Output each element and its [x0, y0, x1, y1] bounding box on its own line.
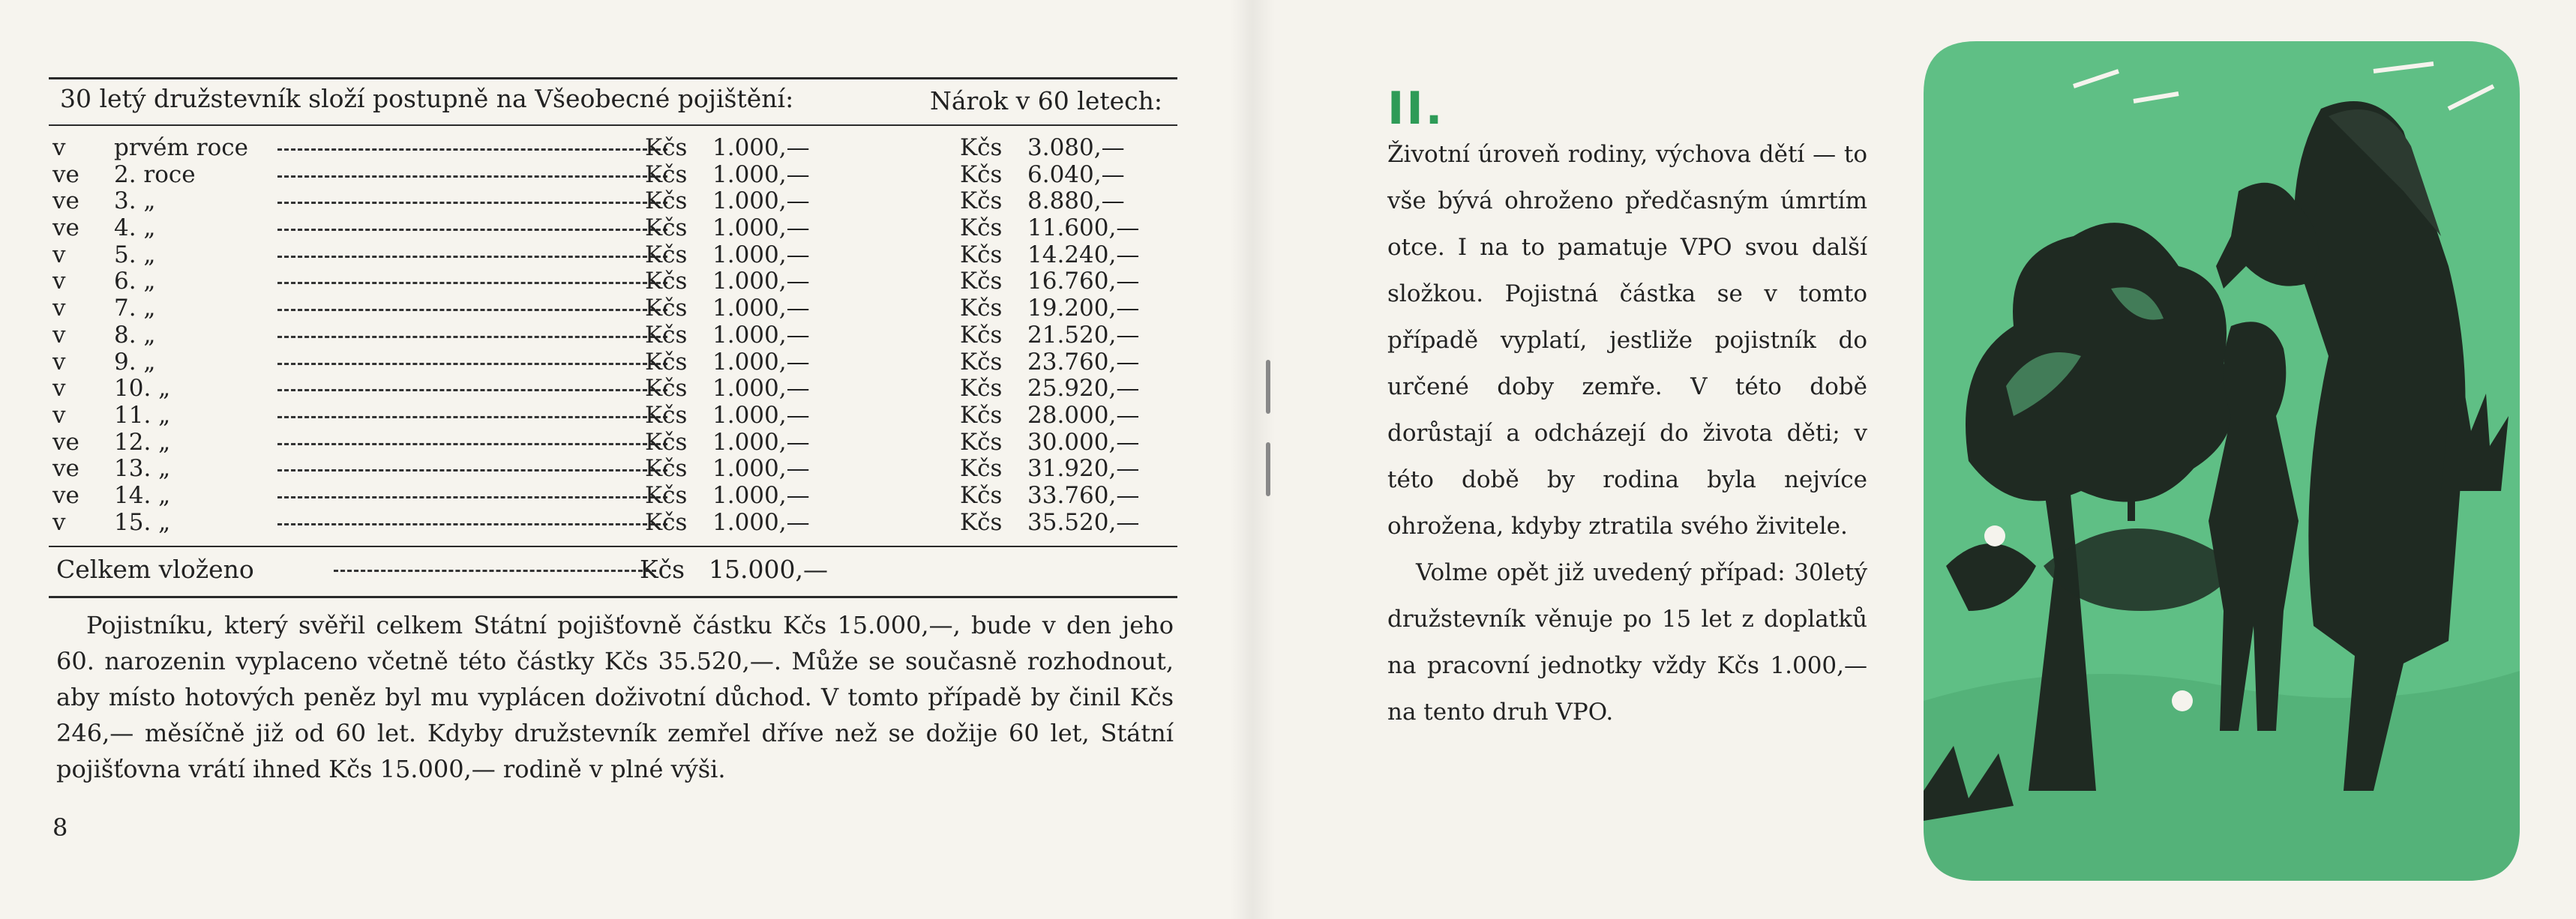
row-year: 7. „ [114, 295, 156, 322]
row-deposit: 1.000,— [712, 160, 810, 188]
row-deposit: 1.000,— [712, 508, 810, 536]
row-leader [277, 202, 667, 204]
total-amount: 15.000,— [709, 555, 828, 584]
row-leader [277, 148, 667, 151]
row-year: 14. „ [114, 481, 171, 509]
row-currency: Kčs [645, 295, 688, 322]
row-leader [277, 363, 667, 365]
row-preposition: v [52, 348, 66, 376]
left-paragraph: Pojistníku, který svěřil celkem Státní pojišťovně částku Kčs 15.000,—, bude v den jeho 60. narozenin vyplaceno včetně této částky Kčs 35.520,—. Může se současně rozhodnout, aby místo hotových peněz byl mu vyplácen doživotní důchod. V tomto případě by činil Kčs 246,— měsíčně již od 60 let. Kdyby družstevník zemřel dříve než se dožije 60 let, Státní pojišťovna vrátí ihned Kčs 15.000,— rodině v plné výši. [56, 611, 1174, 783]
row-leader [277, 282, 667, 284]
row-currency: Kčs [960, 428, 1003, 456]
table-row [52, 135, 1177, 162]
table-row [52, 162, 1177, 189]
right-text-block [1387, 131, 1867, 735]
row-deposit: 1.000,— [712, 268, 810, 295]
row-deposit: 1.000,— [712, 375, 810, 403]
row-leader [277, 389, 667, 391]
row-leader [277, 256, 667, 258]
row-year: prvém roce [114, 134, 248, 161]
row-currency: Kčs [960, 455, 1003, 483]
staple-top [1266, 360, 1270, 414]
total-label: Celkem vloženo [56, 555, 254, 584]
table-row [52, 349, 1177, 376]
row-claim: 28.000,— [1027, 401, 1140, 429]
row-preposition: v [52, 321, 66, 349]
total-bottom-rule [49, 596, 1177, 598]
row-preposition: v [52, 268, 66, 295]
row-currency: Kčs [645, 134, 688, 161]
row-preposition: v [52, 375, 66, 403]
row-claim: 8.880,— [1027, 187, 1125, 215]
table-header-right: Nárok v 60 letech: [930, 86, 1163, 115]
table-header-rule [49, 124, 1177, 126]
row-claim: 25.920,— [1027, 375, 1140, 403]
row-preposition: v [52, 401, 66, 429]
deposit-table [52, 135, 1177, 536]
row-currency: Kčs [960, 401, 1003, 429]
row-preposition: ve [52, 455, 79, 483]
row-year: 10. „ [114, 375, 171, 403]
row-leader [277, 523, 667, 525]
flower [2172, 690, 2193, 711]
table-row [52, 268, 1177, 295]
row-currency: Kčs [645, 455, 688, 483]
row-year: 9. „ [114, 348, 156, 376]
table-row [52, 322, 1177, 349]
row-currency: Kčs [960, 375, 1003, 403]
row-deposit: 1.000,— [712, 481, 810, 509]
row-currency: Kčs [960, 295, 1003, 322]
row-currency: Kčs [645, 401, 688, 429]
row-year: 8. „ [114, 321, 156, 349]
staple-bottom [1266, 442, 1270, 496]
row-currency: Kčs [645, 187, 688, 215]
table-header-left: 30 letý družstevník složí postupně na Všeobecné pojištění: [60, 84, 794, 113]
row-preposition: v [52, 134, 66, 161]
row-preposition: v [52, 508, 66, 536]
row-currency: Kčs [645, 321, 688, 349]
row-claim: 23.760,— [1027, 348, 1140, 376]
total-top-rule [49, 546, 1177, 547]
row-currency: Kčs [645, 428, 688, 456]
row-claim: 19.200,— [1027, 295, 1140, 322]
table-row [52, 295, 1177, 322]
row-leader [277, 469, 667, 471]
table-row [52, 483, 1177, 510]
row-leader [277, 496, 667, 498]
row-year: 6. „ [114, 268, 156, 295]
row-preposition: ve [52, 481, 79, 509]
row-year: 15. „ [114, 508, 171, 536]
row-deposit: 1.000,— [712, 321, 810, 349]
row-claim: 14.240,— [1027, 241, 1140, 268]
family-illustration [1924, 41, 2520, 881]
table-row [52, 242, 1177, 269]
row-deposit: 1.000,— [712, 134, 810, 161]
row-leader [277, 229, 667, 231]
row-claim: 21.520,— [1027, 321, 1140, 349]
row-currency: Kčs [645, 481, 688, 509]
row-currency: Kčs [645, 508, 688, 536]
total-currency: Kčs [640, 555, 685, 584]
row-currency: Kčs [960, 241, 1003, 268]
total-leader [334, 570, 656, 572]
row-preposition: ve [52, 187, 79, 215]
row-year: 5. „ [114, 241, 156, 268]
table-row [52, 376, 1177, 403]
row-preposition: v [52, 241, 66, 268]
flower [1984, 525, 2005, 546]
row-year: 12. „ [114, 428, 171, 456]
row-currency: Kčs [960, 160, 1003, 188]
row-claim: 3.080,— [1027, 134, 1125, 161]
row-leader [277, 416, 667, 418]
row-claim: 16.760,— [1027, 268, 1140, 295]
row-currency: Kčs [960, 214, 1003, 242]
row-deposit: 1.000,— [712, 214, 810, 242]
table-top-rule [49, 77, 1177, 79]
table-row [52, 456, 1177, 483]
row-preposition: v [52, 295, 66, 322]
row-currency: Kčs [960, 348, 1003, 376]
table-row [52, 215, 1177, 242]
row-claim: 35.520,— [1027, 508, 1140, 536]
row-deposit: 1.000,— [712, 295, 810, 322]
row-leader [277, 309, 667, 311]
page-number: 8 [52, 813, 68, 842]
right-paragraph-1: Životní úroveň rodiny, výchova dětí — to vše bývá ohroženo předčasným úmrtím otce. I na to pamatuje VPO svou další složkou. Pojistná částka se v tomto případě vyplatí, jestliže pojistník do určené doby zemře. V této době dorůstají a odcházejí do života děti; v této době by rodina byla nejvíce ohrožena, kdyby ztratila svého živitele. [1387, 141, 1867, 540]
row-currency: Kčs [645, 348, 688, 376]
row-currency: Kčs [960, 187, 1003, 215]
row-deposit: 1.000,— [712, 348, 810, 376]
row-preposition: ve [52, 428, 79, 456]
row-deposit: 1.000,— [712, 187, 810, 215]
row-deposit: 1.000,— [712, 401, 810, 429]
total-row [56, 555, 1181, 585]
row-currency: Kčs [645, 375, 688, 403]
table-row [52, 510, 1177, 537]
row-leader [277, 175, 667, 178]
row-deposit: 1.000,— [712, 241, 810, 268]
row-deposit: 1.000,— [712, 455, 810, 483]
row-leader [277, 443, 667, 445]
row-claim: 11.600,— [1027, 214, 1140, 242]
row-currency: Kčs [960, 321, 1003, 349]
row-year: 2. roce [114, 160, 196, 188]
row-currency: Kčs [960, 508, 1003, 536]
row-currency: Kčs [645, 160, 688, 188]
row-deposit: 1.000,— [712, 428, 810, 456]
table-row [52, 403, 1177, 430]
row-claim: 30.000,— [1027, 428, 1140, 456]
row-year: 13. „ [114, 455, 171, 483]
row-currency: Kčs [645, 214, 688, 242]
chapter-heading: II. [1387, 82, 1445, 135]
row-leader [277, 336, 667, 338]
row-currency: Kčs [960, 481, 1003, 509]
row-claim: 33.760,— [1027, 481, 1140, 509]
table-row [52, 430, 1177, 457]
row-year: 11. „ [114, 401, 171, 429]
row-claim: 31.920,— [1027, 455, 1140, 483]
row-claim: 6.040,— [1027, 160, 1125, 188]
row-preposition: ve [52, 160, 79, 188]
row-currency: Kčs [645, 241, 688, 268]
row-currency: Kčs [960, 134, 1003, 161]
row-year: 3. „ [114, 187, 156, 215]
table-row [52, 188, 1177, 215]
row-preposition: ve [52, 214, 79, 242]
row-year: 4. „ [114, 214, 156, 242]
row-currency: Kčs [645, 268, 688, 295]
row-currency: Kčs [960, 268, 1003, 295]
right-paragraph-2: Volme opět již uvedený případ: 30letý družstevník věnuje po 15 let z doplatků na pracovní jednotky vždy Kčs 1.000,— na tento druh VPO. [1387, 559, 1867, 726]
